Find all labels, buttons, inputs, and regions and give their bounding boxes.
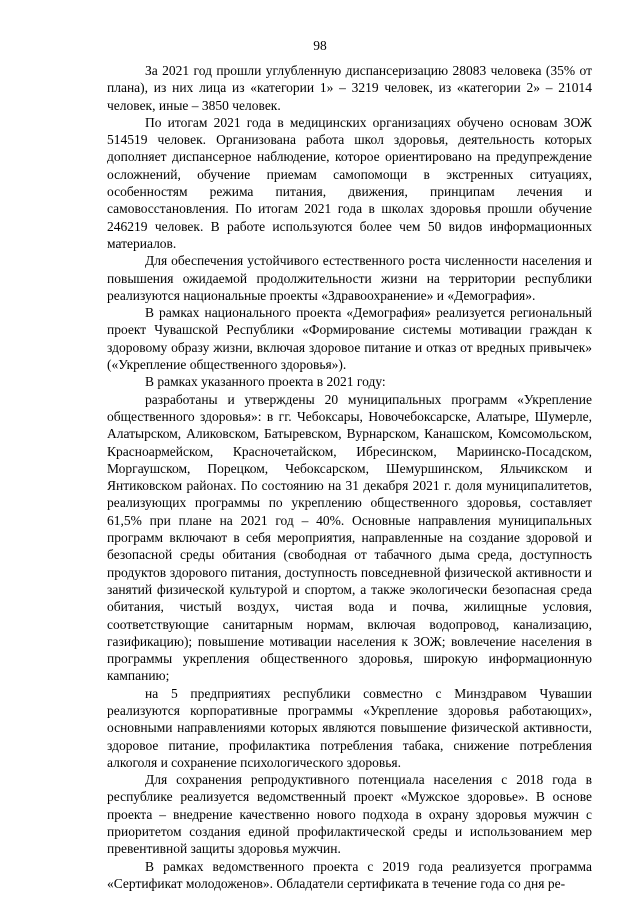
paragraph-mens-health: Для сохранения репродуктивного потенциала населения с 2018 года в республике реализуется ведомственный проект «Мужское здоровье». В основе проекта – внедрение качественно нового подхода в охрану здоровья мужчин с приоритетом создания единой профилактической среды и использованием мер превентивной защиты здоровья мужчин. <box>107 772 592 857</box>
paragraph-corporate-programs: на 5 предприятиях республики совместно с Минздравом Чувашии реализуются корпоративные программы «Укрепление здоровья работающих», основными направлениями которых являются повышение физической активности, здоровое питание, профилактика потребления табака, снижение потребления алкоголя и сохранение психологического здоровья. <box>107 685 592 770</box>
paragraph-newlyweds-certificate: В рамках ведомственного проекта с 2019 года реализуется программа «Сертификат молодоженов». Обладатели сертификата в течение года со дня ре- <box>107 858 592 891</box>
paragraph-municipal-programs: разработаны и утверждены 20 муниципальных программ «Укрепление общественного здоровья»: в гг. Чебоксары, Новочебоксарске, Алатыре, Шумерле, Алатырском, Аликовском, Батыревском, Вурнарском, Канашском, Комсомольском, Красноармейском, Красночетайском, Ибресинском, Мариинско-Посадском, Моргаушском, Порецком, Чебоксарском, Шемуршинском, Яльчикском и Янтиковском районах. По состоянию на 31 декабря 2021 г. доля муниципалитетов, реализующих программы по укреплению общественного здоровья, составляет 61,5% при плане на 2021 год – 40%. Основные направления муниципальных программ включают в себя мероприятия, направленные на создание здоровой и безопасной среды обитания (свободная от табачного дыма среда, доступность продуктов здорового питания, доступность повседневной физической активности и занятий физической культурой и спортом, а также экологически безопасная среда обитания, чистый воздух, чистая вода и почва, жилищные условия, соответствующие санитарным нормам, включая водопровод, канализацию, газификацию); повышение мотивации населения к ЗОЖ; вовлечение населения в программы укрепления общественного здоровья, широкую информационную кампанию; <box>107 391 592 684</box>
paragraph-project-2021-intro: В рамках указанного проекта в 2021 году: <box>145 374 386 390</box>
page-body <box>107 62 592 892</box>
paragraph-dispensary-exam: За 2021 год прошли углубленную диспансеризацию 28083 человека (35% от плана), из них лица из «категории 1» – 3219 человек, из «категории 2» – 21014 человек, иные – 3850 человек. <box>107 63 592 113</box>
paragraph-regional-project: В рамках национального проекта «Демография» реализуется региональный проект Чувашской Республики «Формирование системы мотивации граждан к здоровому образу жизни, включая здоровое питание и отказ от вредных привычек» («Укрепление общественного здоровья»). <box>107 305 592 373</box>
paragraph-national-projects: Для обеспечения устойчивого естественного роста численности населения и повышения ожидаемой продолжительности жизни на территории республики реализуются национальные проекты «Здравоохранение» и «Демография». <box>107 253 592 303</box>
paragraph-health-schools: По итогам 2021 года в медицинских организациях обучено основам ЗОЖ 514519 человек. Организована работа школ здоровья, деятельность которых дополняет диспансерное наблюдение, которое ориентировано на предупреждение осложнений, обучение приемам самопомощи в экстренных ситуациях, особенностям режима питания, движения, принципам лечения и самовосстановления. По итогам 2021 года в школах здоровья прошли обучение 246219 человек. В работе используются более чем 50 видов информационных материалов. <box>107 114 592 251</box>
page-number: 98 <box>313 38 327 53</box>
